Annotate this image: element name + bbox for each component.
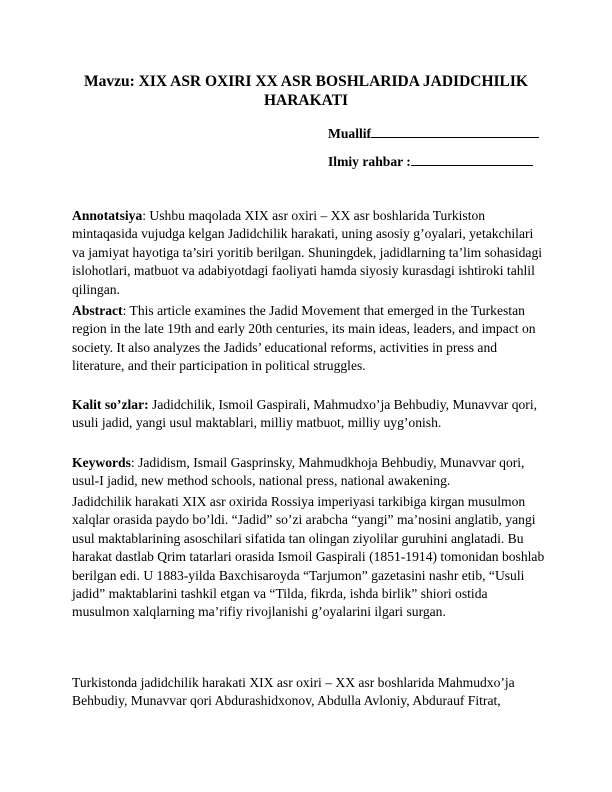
abstract-paragraph (72, 302, 547, 376)
page-title: Mavzu: XIX ASR OXIRI XX ASR BOSHLARIDA JADIDCHILIK HARAKATI (84, 73, 528, 109)
annotation-text: : Ushbu maqolada XIX asr oxiri – XX asr boshlarida Turkiston mintaqasida vujudga kelgan Jadidchilik harakati, uning asosiy g’oyalari, yetakchilari va jamiyat hayotiga ta’siri yoritib berilgan. Shuningdek, jadidlarning ta’lim sohasidagi islohotlari, matbuot va adabiyotdagi faoliyati hamda siyosiy kurasdagi ishtiroki tahlil qilingan. (72, 208, 543, 297)
author-label: Muallif (328, 126, 372, 141)
keywords-uz-paragraph (72, 396, 547, 433)
abstract-text: : This article examines the Jadid Movement that emerged in the Turkestan region in the late 19th and early 20th centuries, its main ideas, leaders, and impact on society. It also analyzes the Jadids’ educational reforms, activities in press and literature, and their participation in political struggles. (72, 303, 536, 374)
annotation-label: Annotatsiya (72, 208, 143, 223)
author-signature-line (328, 124, 539, 142)
keywords-uz-label: Kalit so’zlar: (72, 397, 149, 412)
supervisor-label: Ilmiy rahbar : (328, 154, 411, 169)
body-paragraph-1: Jadidchilik harakati XIX asr oxirida Rossiya imperiyasi tarkibiga kirgan musulmon xalqlar orasida paydo bo’ldi. “Jadid” so’zi arabcha “yangi” ma’nosini anglatib, yangi usul maktablarining asoschilari sifatida tan olingan ziyolilar guruhini anglatadi. Bu harakat dastlab Qrim tatarlari orasida Ismoil Gaspirali (1851-1914) tomonidan boshlab berilgan edi. U 1883-yilda Baxchisaroyda “Tarjumon” gazetasini nashr etib, “Usuli jadid” maktablarini tashkil etgan va “Tilda, fikrda, ishda birlik” shiori ostida musulmon xalqlarning ma’rifiy rivojlanishi g’oyalarini ilgari surgan. (72, 494, 545, 620)
keywords-en-text: : Jadidism, Ismail Gasprinsky, Mahmudkhoja Behbudiy, Munavvar qori, usul-I jadid, new method schools, national press, national awakening. (72, 455, 525, 489)
abstract-label: Abstract (72, 303, 123, 318)
supervisor-blank (411, 152, 533, 166)
author-blank (371, 124, 539, 138)
body-paragraph-2: Turkistonda jadidchilik harakati XIX asr oxiri – XX asr boshlarida Mahmudxo’ja Behbudiy, Munavvar qori Abdurashidxonov, Abdulla Avloniy, Abdurauf Fitrat, (72, 675, 515, 709)
supervisor-signature-line (328, 152, 533, 170)
keywords-en-paragraph (72, 454, 547, 491)
annotation-paragraph (72, 207, 547, 299)
keywords-en-label: Keywords (72, 455, 131, 470)
keywords-uz-text: Jadidchilik, Ismoil Gaspirali, Mahmudxo’ja Behbudiy, Munavvar qori, usuli jadid, yangi usul maktablari, milliy matbuot, milliy uyg’onish. (72, 397, 538, 431)
